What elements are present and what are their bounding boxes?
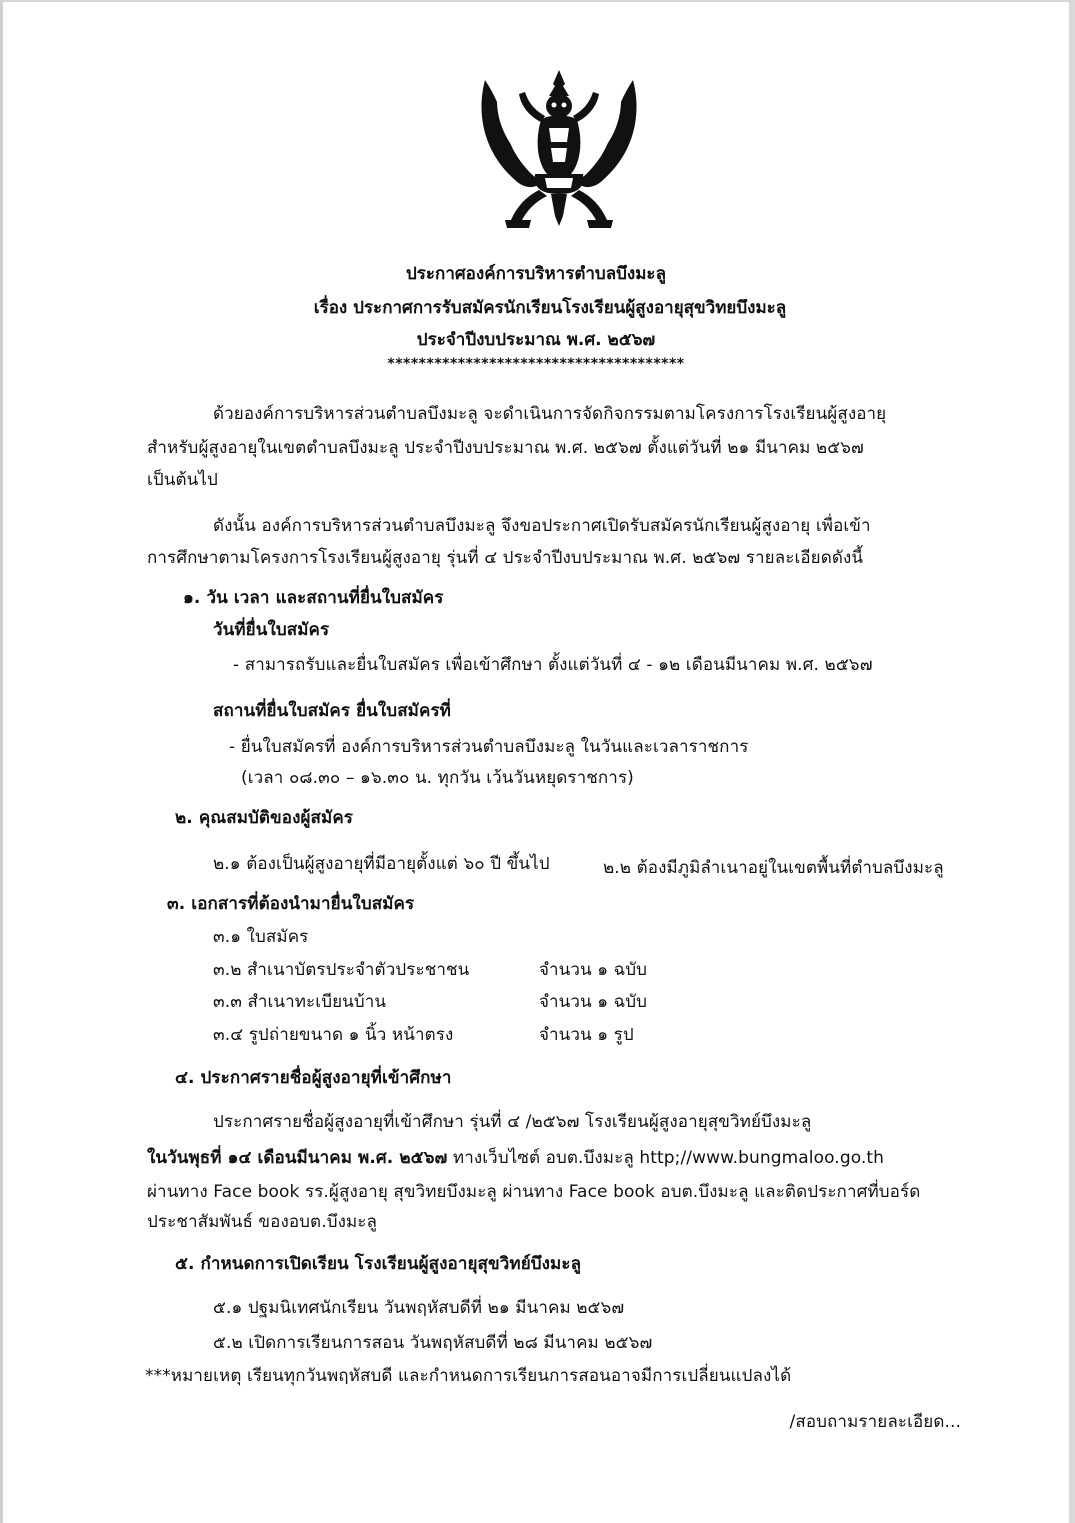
section1-date-item: - สามารถรับและยื่นใบสมัคร เพื่อเข้าศึกษา ตั้งแต่วันที่ ๔ - ๑๒ เดือนมีนาคม พ.ศ. ๒๕๖๗ — [233, 655, 873, 675]
section4-heading: ๔. ประกาศรายชื่อผู้สูงอายุที่เข้าศึกษา — [175, 1068, 452, 1088]
intro-p1-line2: สำหรับผู้สูงอายุในเขตตำบลบึงมะลู ประจำปีงบประมาณ พ.ศ. ๒๕๖๗ ตั้งแต่วันที่ ๒๑ มีนาคม ๒๕๖๗ — [147, 438, 864, 458]
section3-doc-row: ๓.๔ รูปถ่ายขนาด ๑ นิ้ว หน้าตรง — [213, 1025, 454, 1045]
section3-doc-row: ๓.๑ ใบสมัคร — [213, 927, 309, 947]
header-org: ประกาศองค์การบริหารตำบลบึงมะลู — [406, 264, 666, 284]
intro-p1-line3: เป็นต้นไป — [147, 470, 218, 490]
section4-line4: ประชาสัมพันธ์ ของอบต.บึงมะลู — [147, 1212, 378, 1232]
section4-website-label: ทางเว็บไซต์ อบต.บึงมะลู — [447, 1148, 640, 1168]
section2-qualification-residence: ๒.๒ ต้องมีภูมิลำเนาอยู่ในเขตพื้นที่ตำบลบึงมะลู — [603, 858, 944, 878]
section4-line2 — [147, 1150, 884, 1167]
section3-heading: ๓. เอกสารที่ต้องนำมายื่นใบสมัคร — [167, 894, 415, 914]
section3-doc-qty: จำนวน ๑ ฉบับ — [539, 960, 648, 980]
section1-place-item: - ยื่นใบสมัครที่ องค์การบริหารส่วนตำบลบึงมะลู ในวันและเวลาราชการ — [229, 737, 749, 757]
continued-marker: /สอบถามรายละเอียด... — [789, 1412, 961, 1432]
section3-doc-row: ๓.๒ สำเนาบัตรประจำตัวประชาชน — [213, 960, 470, 980]
section2-qualification-age: ๒.๑ ต้องเป็นผู้สูงอายุที่มีอายุตั้งแต่ ๖๐ ปี ขึ้นไป — [213, 854, 550, 874]
section5-orientation: ๕.๑ ปฐมนิเทศนักเรียน วันพฤหัสบดีที่ ๒๑ มีนาคม ๒๕๖๗ — [213, 1298, 625, 1318]
section1-heading: ๑. วัน เวลา และสถานที่ยื่นใบสมัคร — [183, 588, 444, 608]
header-divider: ************************************** — [387, 356, 685, 372]
section1-subheading-place: สถานที่ยื่นใบสมัคร ยื่นใบสมัครที่ — [213, 701, 451, 721]
section5-heading: ๕. กำหนดการเปิดเรียน โรงเรียนผู้สูงอายุสุขวิทย์บึงมะลู — [175, 1254, 582, 1274]
section5-class-start: ๕.๒ เปิดการเรียนการสอน วันพฤหัสบดีที่ ๒๘ มีนาคม ๒๕๖๗ — [213, 1333, 653, 1353]
garuda-emblem — [475, 70, 643, 230]
section1-subheading-date: วันที่ยื่นใบสมัคร — [213, 620, 330, 640]
section3-doc-row: ๓.๓ สำเนาทะเบียนบ้าน — [213, 992, 387, 1012]
intro-p1-line1: ด้วยองค์การบริหารส่วนตำบลบึงมะลู จะดำเนินการจัดกิจกรรมตามโครงการโรงเรียนผู้สูงอายุ — [213, 404, 887, 424]
intro-p2-line2: การศึกษาตามโครงการโรงเรียนผู้สูงอายุ รุ่นที่ ๔ ประจำปีงบประมาณ พ.ศ. ๒๕๖๗ รายละเอียดดังนี้ — [147, 548, 864, 568]
section4-line1: ประกาศรายชื่อผู้สูงอายุที่เข้าศึกษา รุ่นที่ ๔ /๒๕๖๗ โรงเรียนผู้สูงอายุสุขวิทย์บึงมะลู — [213, 1112, 812, 1132]
section2-heading: ๒. คุณสมบัติของผู้สมัคร — [175, 808, 354, 828]
section3-doc-qty: จำนวน ๑ รูป — [539, 1025, 634, 1045]
header-fiscal-year: ประจำปีงบประมาณ พ.ศ. ๒๕๖๗ — [416, 330, 656, 350]
section5-note: ***หมายเหตุ เรียนทุกวันพฤหัสบดี และกำหนดการเรียนการสอนอาจมีการเปลี่ยนแปลงได้ — [145, 1366, 792, 1386]
section3-doc-qty: จำนวน ๑ ฉบับ — [539, 992, 648, 1012]
website-link[interactable]: http;//www.bungmaloo.go.th — [639, 1148, 885, 1168]
intro-p2-line1: ดังนั้น องค์การบริหารส่วนตำบลบึงมะลู จึงขอประกาศเปิดรับสมัครนักเรียนผู้สูงอายุ เพื่อเข้า — [213, 516, 871, 536]
section4-line3: ผ่านทาง Face book รร.ผู้สูงอายุ สุขวิทยบึงมะลู ผ่านทาง Face book อบต.บึงมะลู และติดประกาศที่บอร์ด — [147, 1182, 921, 1202]
announcement-date: ในวันพุธที่ ๑๔ เดือนมีนาคม พ.ศ. ๒๕๖๗ — [147, 1148, 448, 1168]
section1-office-hours: (เวลา ๐๘.๓๐ – ๑๖.๓๐ น. ทุกวัน เว้นวันหยุดราชการ) — [241, 768, 634, 788]
header-subject: เรื่อง ประกาศการรับสมัครนักเรียนโรงเรียนผู้สูงอายุสุขวิทยบึงมะลู — [313, 298, 787, 318]
